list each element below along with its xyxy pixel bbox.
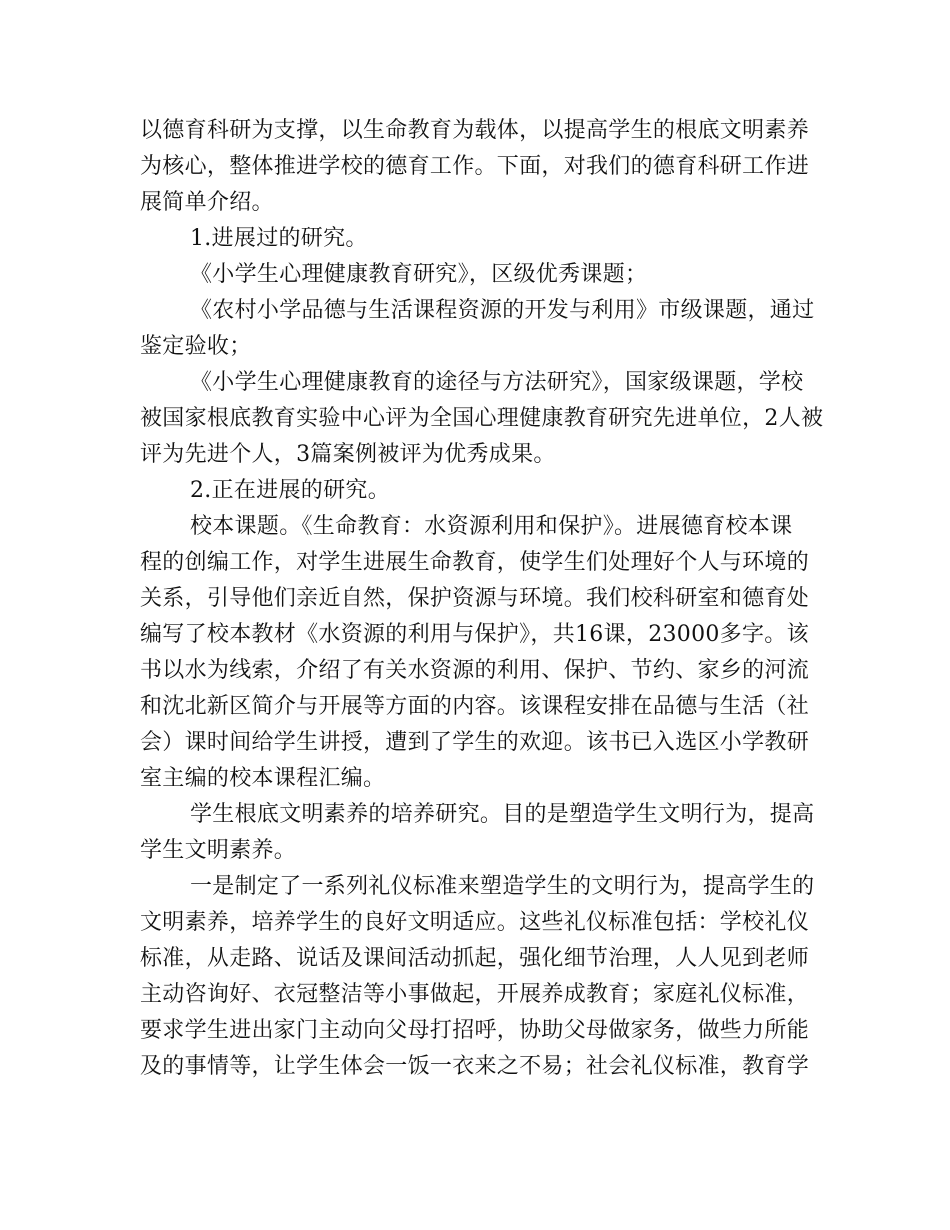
text-line: 鉴定验收； xyxy=(140,334,252,359)
text-line: 校本课题。《生命教育：水资源利用和保护》。进展德育校本课 xyxy=(190,514,793,539)
text-line: 以德育科研为支撑，以生命教育为载体，以提高学生的根底文明素养 xyxy=(140,118,810,143)
text-line: 《小学生心理健康教育研究》，区级优秀课题； xyxy=(190,262,648,287)
text-line: 展简单介绍。 xyxy=(140,190,274,215)
text-line: 书以水为线索，介绍了有关水资源的利用、保护、节约、家乡的河流 xyxy=(140,658,810,683)
text-line: 编写了校本教材《水资源的利用与保护》，共16课，23000多字。该 xyxy=(140,622,809,647)
text-line: 《小学生心理健康教育的途径与方法研究》，国家级课题，学校 xyxy=(190,370,804,395)
document-page xyxy=(140,113,824,1085)
text-line: 程的创编工作，对学生进展生命教育，使学生们处理好个人与环境的 xyxy=(140,550,810,575)
text-line: 1.进展过的研究。 xyxy=(190,226,368,251)
text-line: 会）课时间给学生讲授，遭到了学生的欢迎。该书已入选区小学教研 xyxy=(140,730,810,755)
text-line: 主动咨询好、衣冠整洁等小事做起，开展养成教育；家庭礼仪标准， xyxy=(140,982,810,1007)
text-line: 学生文明素养。 xyxy=(140,838,297,863)
text-line: 和沈北新区简介与开展等方面的内容。该课程安排在品德与生活（社 xyxy=(140,694,810,719)
text-line: 及的事情等，让学生体会一饭一衣来之不易；社会礼仪标准，教育学 xyxy=(140,1054,810,1079)
text-line: 学生根底文明素养的培养研究。目的是塑造学生文明行为，提高 xyxy=(190,802,815,827)
text-line: 一是制定了一系列礼仪标准来塑造学生的文明行为，提高学生的 xyxy=(190,874,815,899)
text-line: 关系，引导他们亲近自然，保护资源与环境。我们校科研室和德育处 xyxy=(140,586,810,611)
text-line: 室主编的校本课程汇编。 xyxy=(140,766,386,791)
text-line: 被国家根底教育实验中心评为全国心理健康教育研究先进单位，2人被 xyxy=(140,406,824,431)
text-line: 《农村小学品德与生活课程资源的开发与利用》市级课题，通过 xyxy=(190,298,815,323)
text-line: 要求学生进出家门主动向父母打招呼，协助父母做家务，做些力所能 xyxy=(140,1018,810,1043)
text-line: 文明素养，培养学生的良好文明适应。这些礼仪标准包括：学校礼仪 xyxy=(140,910,810,935)
text-line: 评为先进个人，3篇案例被评为优秀成果。 xyxy=(140,442,556,467)
text-line: 为核心，整体推进学校的德育工作。下面，对我们的德育科研工作进 xyxy=(140,154,810,179)
text-line: 标准，从走路、说话及课间活动抓起，强化细节治理，人人见到老师 xyxy=(140,946,810,971)
text-line: 2.正在进展的研究。 xyxy=(190,478,390,503)
